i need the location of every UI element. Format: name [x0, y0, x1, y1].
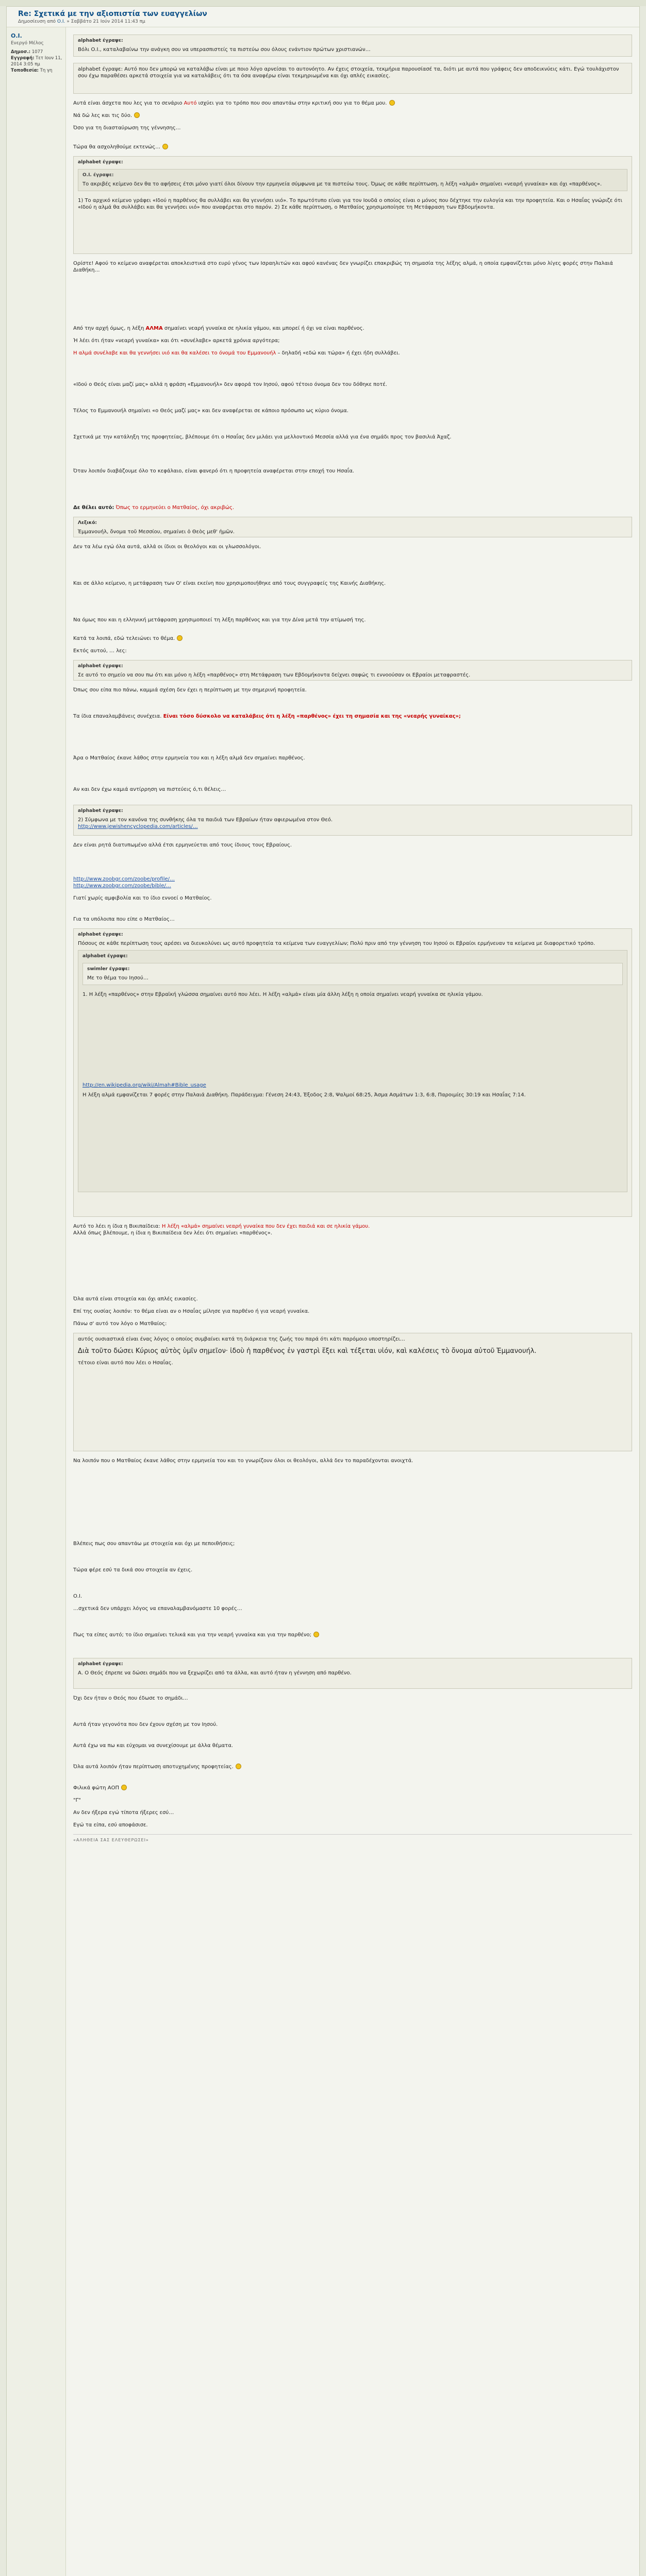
author-rank: Ενεργό Μέλος [11, 41, 44, 46]
paragraph: Ή λέει ότι ήταν «νεαρή γυναίκα» και ότι «συνέλαβε» αρκετά χρόνια αργότερα; [73, 338, 280, 344]
paragraph: Πάνω σ' αυτό τον λόγο ο Ματθαίος: [73, 1321, 167, 1327]
quote-author: alphabet έγραψε: [78, 38, 123, 43]
quote-author: alphabet έγραψε: [78, 1662, 123, 1667]
nested-quote [78, 950, 627, 1192]
paragraph: Αυτό το λέει η ίδια η Βικιπαίδεια: Η λέξη «αλμά» σημαίνει νεαρή γυναίκα που δεν έχει παιδιά και σε ηλικία γάμου. Αλλά όπως βλέπουμε, η ίδια η Βικιπαίδεια δεν λέει ότι σημαίνει «παρθένος». [73, 1224, 370, 1236]
paragraph: Όλα αυτά λοιπόν ήταν περίπτωση αποτυχημένης προφητείας. [73, 1764, 632, 1779]
quote-text: Η λέξη αλμά εμφανίζεται 7 φορές στην Παλαιά Διαθήκη. Παράδειγμα: Γένεση 24:43, Έξοδος 2:8, Ψαλμοί 68:25, Άσμα Ασμάτων 1:3, 6:8, Παροιμίες 30:19 και Ησαΐας 7:14. [82, 1092, 526, 1098]
nested-quote [82, 963, 623, 985]
subtitle-date: » Σαββάτο 21 Ιούν 2014 11:43 πμ [67, 19, 145, 24]
smiley-icon [313, 1632, 319, 1637]
paragraph: Και σε άλλο κείμενο, η μετάφραση των Ο' είναι εκείνη που χρησιμοποιήθηκε από τους συγγραφείς της Καινής Διαθήκης. [73, 581, 386, 586]
quote-text: alphabet έγραψε: Αυτό που δεν μπορώ να καταλάβω είναι με ποιο λόγο αρνείσαι το αυτονόητο. Αν έχεις στοιχεία, τεκμήρια παρουσίασέ τα, διότι με αυτά που γράφεις δεν αποδεικνύεις κάτι. Εγώ τουλάχιστον σου έχω παραθέσει αρκετά στοιχεία για να καταλάβεις ότι τα όσα αναφέρω είναι τεκμηριωμένα και όχι απλές εικασίες. [78, 66, 619, 79]
paragraph: Εγώ τα είπα, εσύ αποφάσισε. [73, 1822, 148, 1828]
quote-text: Σε αυτό το σημείο να σου πω ότι και μόνο η λέξη «παρθένος» στη Μετάφραση των Εβδομήκοντα δείχνει σαφώς τι εννοούσαν οι Εβραίοι μεταφραστές. [78, 672, 471, 678]
external-link[interactable]: http://www.zoobgr.com/zoobe/bible/… [73, 883, 171, 889]
paragraph: Όλα αυτά είναι στοιχεία και όχι απλές εικασίες. [73, 1296, 198, 1302]
paragraph: Εκτός αυτού, … λες: [73, 648, 127, 654]
smiley-icon [389, 100, 395, 106]
nested-quote [78, 169, 627, 191]
quote-text: Πόσους σε κάθε περίπτωση τους αρέσει να διευκολύνει ως αυτό προφητεία τα κείμενα των ευαγγελίων; Πολύ πριν από την γέννηση του Ιησού οι Εβραίοι ερμήνευαν τα κείμενα με διαφορετικό τρόπο. [78, 941, 595, 946]
paragraph: …σχετικά δεν υπάρχει λόγος να επαναλαμβανόμαστε 10 φορές… [73, 1606, 242, 1612]
paragraph: "Γ" [73, 1798, 81, 1803]
quote-text: 1) Το αρχικό κείμενο γράφει «Ιδού η παρθένος θα συλλάβει και θα γεννήσει υιό». Το πρωτότυπο είναι για τον Ιουδά ο οποίος είναι ο μόνος που δέχτηκε την ευλογία και την προφητεία. Και ο Ησαΐας γνώριζε ότι «Ιδού η αλμά θα συλλάβει και θα γεννήσει υιό» που αναφέρεται στο παρόν. 2) Σε κάθε περίπτωση, ο Ματθαίος χρησιμοποίησε τη Μετάφραση των Εβδομήκοντα. [78, 198, 623, 210]
paragraph: Τώρα θα ασχοληθούμε εκτενώς… [73, 144, 632, 150]
paragraph: Αυτά έχω να πω και εύχομαι να συνεχίσουμε με άλλα θέματα. [73, 1743, 233, 1749]
paragraph: Για τα υπόλοιπα που είπε ο Ματθαίος… [73, 917, 175, 922]
paragraph: Επί της ουσίας λοιπόν: το θέμα είναι αν ο Ησαΐας μίλησε για παρθένο ή για νεαρή γυναίκα. [73, 1309, 310, 1314]
author-info [11, 49, 62, 74]
quote-author: swimler έγραψε: [87, 967, 130, 972]
scripture-text: Διὰ τοῦτο δώσει Κύριος αὐτὸς ὑμῖν σημεῖον· ἰδοὺ ἡ παρθένος ἐν γαστρὶ ἕξει καὶ τέξεται υἱόν, καὶ καλέσεις τὸ ὄνομα αὐτοῦ Ἐμμανουήλ. [78, 1347, 537, 1355]
post-header [7, 7, 639, 27]
paragraph: Η αλμά συνέλαβε και θα γεννήσει υιό και θα καλέσει το όνομά του Εμμανουήλ – δηλαδή «εδώ και τώρα» ή έχει ήδη συλλάβει. [73, 350, 400, 356]
paragraph: Άρα ο Ματθαίος έκανε λάθος στην ερμηνεία του και η λέξη αλμά δεν σημαίνει παρθένος. [73, 755, 305, 761]
paragraph: Τέλος το Εμμανουήλ σημαίνει «ο Θεός μαζί μας» και δεν αναφέρεται σε κάποιο πρόσωπο ως κύριο όνομα. [73, 408, 349, 414]
smiley-icon [134, 112, 140, 118]
quote-text: αυτός ουσιαστικά είναι ένας λόγος ο οποίος συμβαίνει κατά τη διάρκεια της ζωής του παρά ότι κάτι παρόμοιο υποστηρίζει… [78, 1336, 405, 1342]
author-panel [7, 27, 66, 2576]
paragraph: Όχι δεν ήταν ο Θεός που έδωσε το σημάδι… [73, 1696, 188, 1701]
paragraph: Νά δώ λες και τις δύο. [73, 112, 632, 119]
quote-author: alphabet έγραψε: [78, 932, 123, 937]
paragraph: Τα ίδια επαναλαμβάνεις συνέχεια. Είναι τόσο δύσκολο να καταλάβεις ότι η λέξη «παρθένος» έχει τη σημασία και της «νεαρής γυναίκας»; [73, 714, 461, 719]
quote-block [73, 928, 632, 1217]
paragraph: «Ιδού ο Θεός είναι μαζί μας» αλλά η φράση «Εμμανουήλ» δεν αφορά τον Ιησού, αφού τέτοιο όνομα δεν του δόθηκε ποτέ. [73, 382, 387, 387]
quote-block [73, 1333, 632, 1451]
quote-text: Α. Ο Θεός έπρεπε να δώσει σημάδι που να ξεχωρίζει από τα άλλα, και αυτό ήταν η γέννηση από παρθένο. [78, 1670, 352, 1676]
paragraph: Γιατί χωρίς αμφιβολία και το ίδιο εννοεί ο Ματθαίος. [73, 895, 212, 901]
paragraph: Αν δεν ήξερα εγώ τίποτα ήξερες εσύ… [73, 1810, 174, 1816]
paragraph: Αν και δεν έχω καμιά αντίρρηση να πιστεύεις ό,τι θέλεις… [73, 787, 226, 792]
paragraph: Όσο για τη διασταύρωση της γέννησης… [73, 125, 181, 131]
author-joined: Εγγραφή: Τετ Ιουν 11, 2014 3:05 πμ [11, 56, 62, 67]
author-location: Τοποθεσία: Τη γη [11, 68, 53, 73]
paragraph: Να λοιπόν που ο Ματθαίος έκανε λάθος στην ερμηνεία του και το γνωρίζουν όλοι οι θεολόγοι, αλλά δεν το παραδέχονται ανοιχτά. [73, 1458, 413, 1464]
paragraph: Τώρα φέρε εσύ τα δικά σου στοιχεία αν έχεις. [73, 1567, 193, 1573]
paragraph: Αυτά ήταν γεγονότα που δεν έχουν σχέση με τον Ιησού. [73, 1722, 218, 1727]
quote-block [73, 660, 632, 681]
paragraph: Βλέπεις πως σου απαντάω με στοιχεία και όχι με πεποιθήσεις; [73, 1541, 235, 1547]
paragraph: Φιλικά φώτη ΑΟΠ [73, 1785, 632, 1791]
author-posts: Δημοσ.: 1077 [11, 49, 43, 55]
quote-text: Με το θέμα του Ιησού… [87, 975, 148, 981]
paragraph: Δεν είναι ρητά διατυπωμένο αλλά έτσι ερμηνεύεται από τους ίδιους τους Εβραίους. [73, 842, 292, 848]
quote-text: Ἐμμανουήλ, ὄνομα τοῦ Μεσσίου, σημαίνει ὁ Θεὸς μεθ' ἡμῶν. [78, 529, 235, 535]
paragraph: Δεν τα λέω εγώ όλα αυτά, αλλά οι ίδιοι οι θεολόγοι και οι γλωσσολόγοι. [73, 544, 261, 550]
quote-author: alphabet έγραψε: [78, 808, 123, 814]
paragraph: Κατά τα λοιπά, εδώ τελειώνει το θέμα. [73, 635, 632, 642]
paragraph: Αυτά είναι άσχετα που λες για το σενάριο Αυτό ισχύει για το τρόπο που σου απαντάω στην κριτική σου για το θέμα μου. [73, 100, 632, 107]
quote-author: alphabet έγραψε: [78, 160, 123, 165]
paragraph: Ορίστε! Αφού το κείμενο αναφέρεται αποκλειστικά στο ευρύ γένος των Ισραηλιτών και αφού κανένας δεν γνωρίζει επακριβώς τη σημασία της λέξης αλμά, η οποία εμφανίζεται μόνο λίγες φορές στην Παλαιά Διαθήκη… [73, 261, 614, 273]
quote-text: Το ακριβές κείμενο δεν θα το αφήσεις έτσι μόνο γιατί όλοι δίνουν την ερμηνεία σύμφωνα με τα πιστεύω τους. Όμως σε κάθε περίπτωση, η λέξη «αλμά» σημαίνει «νεαρή γυναίκα» και όχι «παρθένος». [82, 181, 602, 187]
quote-block [73, 1658, 632, 1689]
quote-author: alphabet έγραψε: [78, 664, 123, 669]
quote-block [73, 63, 632, 94]
post-subtitle [18, 19, 634, 24]
quote-block [73, 156, 632, 254]
paragraph: Από την αρχή όμως, η λέξη ΑΛΜΑ σημαίνει νεαρή γυναίκα σε ηλικία γάμου, και μπορεί ή όχι να είναι παρθένος. [73, 326, 365, 331]
paragraph: Να όμως που και η ελληνική μετάφραση χρησιμοποιεί τη λέξη παρθένος και για την Δίνα μετά την ατίμωσή της. [73, 617, 366, 623]
quote-text: 1. Η λέξη «παρθένος» στην Εβραϊκή γλώσσα σημαίνει αυτό που λέει. Η λέξη «αλμά» είναι μία άλλη λέξη η οποία σημαίνει νεαρή γυναίκα σε ηλικία γάμου. [82, 992, 483, 997]
post-content [66, 27, 639, 2576]
subtitle-author-link[interactable]: Ο.Ι. [57, 19, 65, 24]
quote-block [73, 805, 632, 836]
paragraph [73, 876, 632, 889]
quote-author: Ο.Ι. έγραψε: [82, 173, 114, 178]
paragraph: Δε θέλει αυτό: Όπως το ερμηνεύει ο Ματθαίος, όχι ακριβώς. [73, 505, 235, 511]
author-name[interactable]: Ο.Ι. [11, 32, 22, 39]
top-strip [0, 0, 646, 6]
external-link[interactable]: http://www.zoobgr.com/zoobe/profile/… [73, 876, 175, 882]
quote-text: 2) Σύμφωνα με τον κανόνα της συνθήκης όλα τα παιδιά των Εβραίων ήταν αφιερωμένα στον Θεό. [78, 817, 333, 823]
quote-text: Βόλι Ο.Ι., καταλαβαίνω την ανάγκη σου να υπερασπιστείς τα πιστεύω σου όλους ενάντιον πρώτων χριστιανών… [78, 47, 371, 53]
smiley-icon [162, 144, 168, 149]
smiley-icon [236, 1764, 241, 1769]
quote-text: τέτοιο είναι αυτό που λέει ο Ησαΐας. [78, 1360, 173, 1366]
quote-author: alphabet έγραψε: [82, 954, 128, 959]
quote-block [73, 517, 632, 537]
external-link[interactable]: http://en.wikipedia.org/wiki/Almah#Bible_usage [82, 1082, 206, 1088]
paragraph: Σχετικά με την κατάληξη της προφητείας, βλέπουμε ότι ο Ησαΐας δεν μιλάει για μελλοντικό Μεσσία αλλά για ένα σημάδι προς τον βασιλιά Άχαζ. [73, 434, 452, 440]
paragraph: Όταν λοιπόν διαβάζουμε όλο το κεφάλαιο, είναι φανερό ότι η προφητεία αναφέρεται στην εποχή του Ησαΐα. [73, 468, 354, 474]
subtitle-prefix: Δημοσίευση από [18, 19, 56, 24]
post-row [7, 27, 639, 2576]
paragraph: Ο.Ι. [73, 1594, 82, 1599]
post-title[interactable]: Re: Σχετικά με την αξιοπιστία των ευαγγελίων [18, 10, 207, 18]
external-link[interactable]: http://www.jewishencyclopedia.com/articles/… [78, 824, 198, 829]
quote-block [73, 35, 632, 57]
smiley-icon [121, 1785, 127, 1790]
paragraph: Πως τα είπες αυτό; το ίδιο σημαίνει τελικά και για την νεαρή γυναίκα και για την παρθένο; [73, 1632, 632, 1652]
paragraph: Όπως σου είπα πιο πάνω, καμμιά σχέση δεν έχει η περίπτωση με την σημερινή προφητεία. [73, 687, 307, 693]
quote-author: Λεξικό: [78, 520, 97, 526]
post-container [6, 6, 640, 2576]
signature: «ΑΛΗΘΕΙΑ ΣΑΣ ΕΛΕΥΘΕΡΩΣΕΙ» [73, 1834, 632, 1843]
smiley-icon [177, 635, 183, 641]
